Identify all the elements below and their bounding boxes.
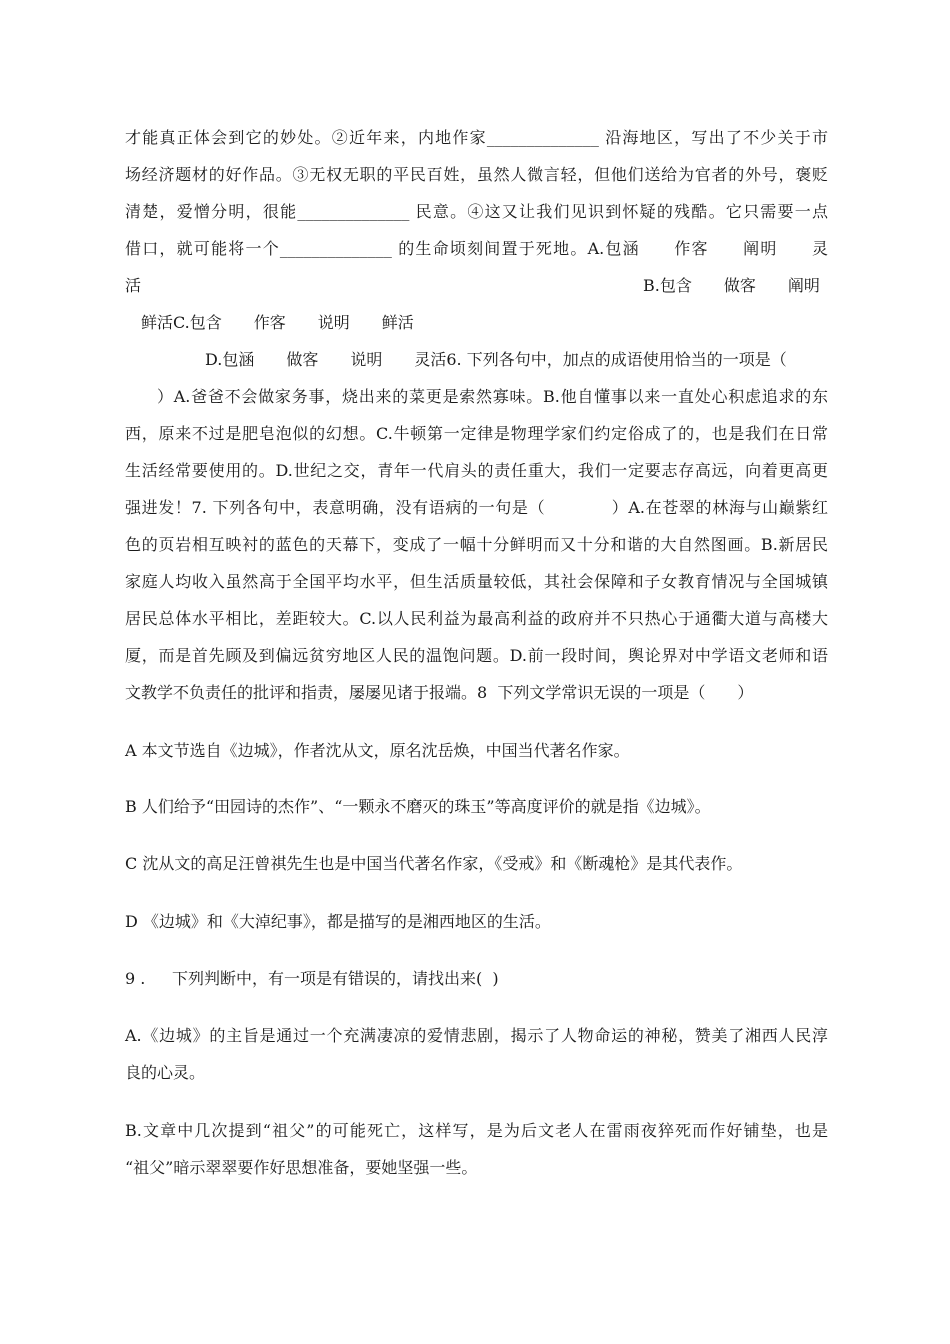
- option-c-line: 鲜活C.包含 作客 说明 鲜活: [141, 313, 414, 332]
- text-line: 色的页岩相互映衬的蓝色的天幕下，变成了一幅十分鲜明而又十分和谐的大自然图画。B.新居民: [125, 535, 828, 554]
- q8-option-d: D 《边城》和《大淖纪事》，都是描写的是湘西地区的生活。: [125, 912, 551, 931]
- text-line: 借口，就可能将一个______________ 的生命顷刻间置于死地。A.包涵 作客 阐明 灵: [125, 239, 828, 258]
- text-line: 家庭人均收入虽然高于全国平均水平，但生活质量较低，其社会保障和子女教育情况与全国城镇: [125, 572, 828, 591]
- q8-option-b: B 人们给予“田园诗的杰作”、“一颗永不磨灭的珠玉”等高度评价的就是指《边城》。: [125, 797, 711, 816]
- q8-option-a: A 本文节选自《边城》，作者沈从文，原名沈岳焕，中国当代著名作家。: [125, 741, 630, 760]
- q9-option-b-line: B.文章中几次提到“祖父”的可能死亡，这样写，是为后文老人在雷雨夜猝死而作好铺垫，也是: [125, 1121, 828, 1140]
- text-line: 西，原来不过是肥皂泡似的幻想。C.牛顿第一定律是物理学家们约定俗成了的，也是我们在日常: [125, 424, 828, 443]
- text-line: 文教学不负责任的批评和指责，屡屡见诸于报端。8 下列文学常识无误的一项是（ ）: [125, 683, 754, 702]
- text-line: 才能真正体会到它的妙处。②近年来，内地作家______________ 沿海地区，写出了不少关于市: [125, 128, 828, 147]
- option-b-line: B.包含 做客 阐明: [643, 276, 820, 295]
- option-d-line: D.包涵 做客 说明 灵活6. 下列各句中，加点的成语使用恰当的一项是（: [205, 350, 787, 369]
- text-line: 清楚，爱憎分明，很能______________ 民意。④这又让我们见识到怀疑的残酷。它只需要一点: [125, 202, 828, 221]
- text-line: ）A.爸爸不会做家务事，烧出来的菜更是索然寡味。B.他自懂事以来一直处心积虑追求的东: [157, 387, 828, 406]
- text-line: 厦，而是首先顾及到偏远贫穷地区人民的温饱问题。D.前一段时间，舆论界对中学语文老师和语: [125, 646, 828, 665]
- text-line: 生活经常要使用的。D.世纪之交，青年一代肩头的责任重大，我们一定要志存高远，向着更高更: [125, 461, 828, 480]
- q8-option-c: C 沈从文的高足汪曾祺先生也是中国当代著名作家，《受戒》和《断魂枪》是其代表作。: [125, 854, 743, 873]
- text-line: 强进发！7. 下列各句中，表意明确，没有语病的一句是（ ）A.在苍翠的林海与山巅紫红: [125, 498, 828, 517]
- q9-option-a-line: A.《边城》的主旨是通过一个充满凄凉的爱情悲剧，揭示了人物命运的神秘，赞美了湘西人民淳: [125, 1026, 828, 1045]
- text-line: 居民总体水平相比，差距较大。C.以人民利益为最高利益的政府并不只热心于通衢大道与高楼大: [125, 609, 828, 628]
- q9-option-b-line: “祖父”暗示翠翠要作好思想准备，要她坚强一些。: [125, 1158, 478, 1177]
- text-line: 活: [125, 276, 142, 295]
- q9-number: 9 .: [125, 969, 146, 988]
- q9-stem: 下列判断中，有一项是有错误的，请找出来( ): [172, 969, 499, 988]
- q9-option-a-line: 良的心灵。: [125, 1063, 206, 1082]
- text-line: 场经济题材的好作品。③无权无职的平民百姓，虽然人微言轻，但他们送给为官者的外号，褒贬: [125, 165, 828, 184]
